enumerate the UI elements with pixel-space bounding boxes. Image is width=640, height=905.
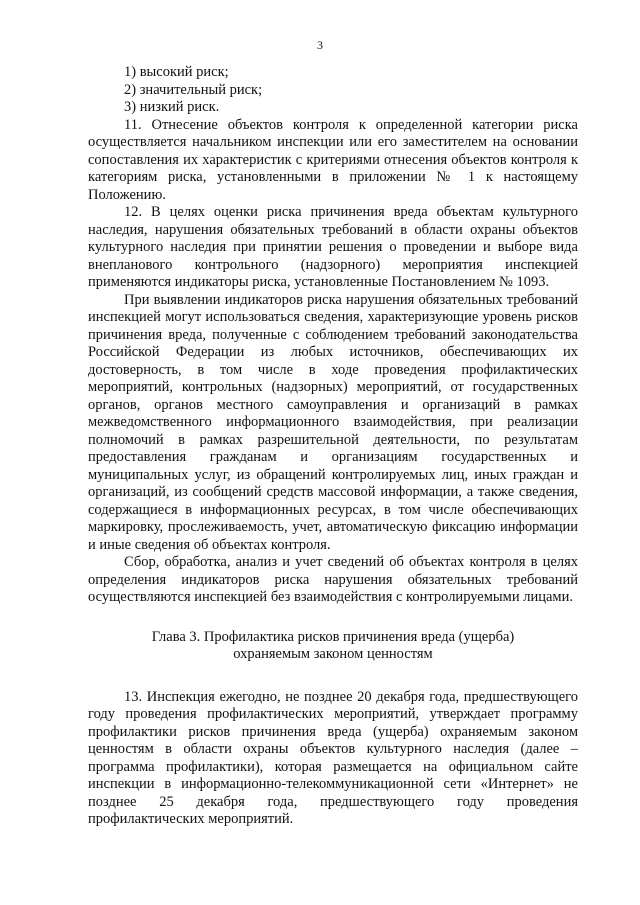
- document-body: [88, 64, 578, 829]
- paragraph-risk-indicators: При выявлении индикаторов риска нарушения обязательных требований инспекцией могут использоваться сведения, характеризующие уровень рисков причинения вреда, полученные с соблюдением требований законодательства Российской Федерации из любых источников, обеспечивающих их достоверность, в том числе в ходе проведения профилактических мероприятий, контрольных (надзорных) мероприятий, от государственных органов, органов местного самоуправления и организаций в рамках межведомственного информационного взаимодействия, при реализации полномочий в рамках разрешительной деятельности, по результатам предоставления гражданам и организациям государственных и муниципальных услуг, из обращений контролируемых лиц, иных граждан и организаций, из сообщений средств массовой информации, а также сведения, содержащиеся в информационных ресурсах, в том числе обеспечивающих маркировку, прослеживаемость, учет, автоматическую фиксацию информации и иные сведения об объектах контроля.: [88, 291, 578, 553]
- paragraph-13: 13. Инспекция ежегодно, не позднее 20 декабря года, предшествующего году проведения профилактических мероприятий, утверждает программу профилактики рисков причинения вреда (ущерба) охраняемым законом ценностям в области охраны объектов культурного наследия (далее – программа профилактики), которая размещается на официальном сайте инспекции в информационно-телекоммуникационной сети «Интернет» не позднее 25 декабря года, предшествующего году проведения профилактических мероприятий.: [88, 688, 578, 827]
- paragraph-data-collection: Сбор, обработка, анализ и учет сведений об объектах контроля в целях определения индикаторов риска нарушения обязательных требований осуществляются инспекцией без взаимодействия с контролируемыми лицами.: [88, 554, 578, 605]
- chapter-heading-line: охраняемым законом ценностям: [233, 646, 433, 662]
- risk-level-item: 1) высокий риск;: [124, 64, 229, 80]
- chapter-heading-line: Глава 3. Профилактика рисков причинения вреда (ущерба): [151, 628, 515, 645]
- chapter-heading: [88, 629, 578, 664]
- paragraph-12: 12. В целях оценки риска причинения вреда объектам культурного наследия, нарушения обязательных требований в области охраны объектов культурного наследия при принятии решения о проведении и выборе вида внепланового контрольного (надзорного) мероприятия инспекцией применяются индикаторы риска, установленные Постановлением № 1093.: [88, 204, 578, 290]
- risk-level-item: 2) значительный риск;: [124, 81, 263, 98]
- paragraph-11: 11. Отнесение объектов контроля к определенной категории риска осуществляется начальником инспекции или его заместителем на основании сопоставления их характеристик с критериями отнесения объектов контроля к категориям риска, установленными в приложении № 1 к настоящему Положению.: [88, 116, 578, 203]
- risk-level-item: 3) низкий риск.: [124, 99, 220, 115]
- page-number: 3: [317, 38, 323, 52]
